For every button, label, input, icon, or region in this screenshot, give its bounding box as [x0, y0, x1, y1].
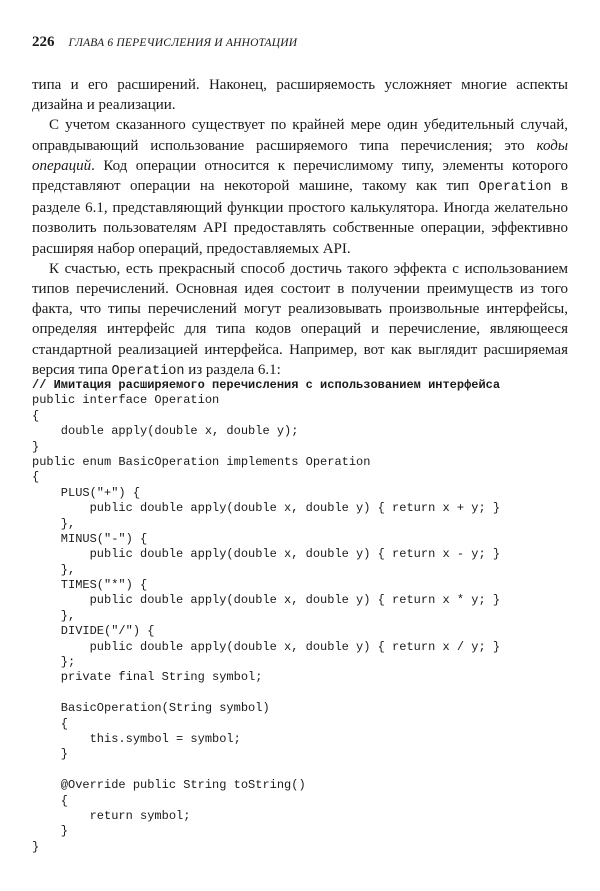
- code-line: @Override public String toString(): [32, 778, 306, 793]
- code-line: private final String symbol;: [32, 670, 263, 685]
- code-line: [32, 763, 572, 778]
- code-line: public enum BasicOperation implements Operation: [32, 454, 371, 469]
- code-line: },: [32, 516, 76, 531]
- code-line: public interface Operation: [32, 393, 220, 408]
- code-line: MINUS("-") {: [32, 531, 148, 546]
- code-line: BasicOperation(String symbol): [32, 701, 270, 716]
- inline-code-operation: Operation: [111, 363, 185, 379]
- inline-code-operation: Operation: [478, 180, 552, 196]
- paragraph-3-text-b: из раздела 6.1:: [184, 361, 281, 378]
- code-line: {: [32, 408, 40, 423]
- code-line: public double apply(double x, double y) { return x * y; }: [32, 593, 501, 608]
- paragraph-1: типа и его расширений. Наконец, расширяемость усложняет многие аспекты дизайна и реализации.: [32, 77, 568, 114]
- page-number: 226: [32, 34, 55, 50]
- paragraph-2: [32, 115, 568, 258]
- code-line: DIVIDE("/") {: [32, 624, 155, 639]
- code-line: };: [32, 655, 76, 670]
- paragraph-3: [32, 259, 568, 382]
- paragraph-2-text-b: . Код операции относится к перечислимому типу, элементы которого представляют операции на некоторой машине, такому как тип: [32, 157, 568, 195]
- code-line: {: [32, 470, 40, 485]
- code-line: }: [32, 839, 40, 854]
- paragraph-3-text-a: К счастью, есть прекрасный способ достичь такого эффекта с использованием типов перечислений. Основная идея состоит в получении преимуществ из того факта, что типы перечислений могут реализовывать произвольные интерфейсы, определяя интерфейс для типа кодов операций и перечисление, являющееся стандартной реализацией интерфейса. Например, вот как выглядит расширяемая версия типа: [32, 260, 568, 378]
- code-line: double apply(double x, double y);: [32, 424, 299, 439]
- code-line: return symbol;: [32, 808, 191, 823]
- paragraph-2-text-a: С учетом сказанного существует по крайней мере один убедительный случай, оправдывающий использование расширяемого типа перечисления; это: [32, 117, 568, 154]
- code-line: public double apply(double x, double y) { return x / y; }: [32, 639, 501, 654]
- body-text: [32, 75, 568, 382]
- code-line: public double apply(double x, double y) { return x - y; }: [32, 547, 501, 562]
- code-line: },: [32, 608, 76, 623]
- code-line: }: [32, 747, 69, 762]
- code-line: }: [32, 824, 69, 839]
- term-opcodes: коды операций: [32, 137, 568, 174]
- code-comment: // Имитация расширяемого перечисления с использованием интерфейса: [32, 378, 501, 392]
- code-line: PLUS("+") {: [32, 485, 141, 500]
- code-line: this.symbol = symbol;: [32, 731, 241, 746]
- code-line: }: [32, 439, 40, 454]
- code-line: public double apply(double x, double y) { return x + y; }: [32, 501, 501, 516]
- code-listing: [32, 378, 572, 855]
- code-line: [32, 686, 572, 701]
- code-line: {: [32, 716, 69, 731]
- paragraph-2-text-c: в разделе 6.1, представляющий функции простого калькулятора. Иногда желательно позволить пользователям API предоставлять собственные операции, эффективно расширяя набор операций, предоставляемых API.: [32, 178, 568, 257]
- code-line: },: [32, 562, 76, 577]
- page-header: [32, 34, 572, 54]
- running-head: ГЛАВА 6 ПЕРЕЧИСЛЕНИЯ И АННОТАЦИИ: [68, 37, 298, 49]
- code-line: TIMES("*") {: [32, 578, 148, 593]
- code-line: {: [32, 793, 69, 808]
